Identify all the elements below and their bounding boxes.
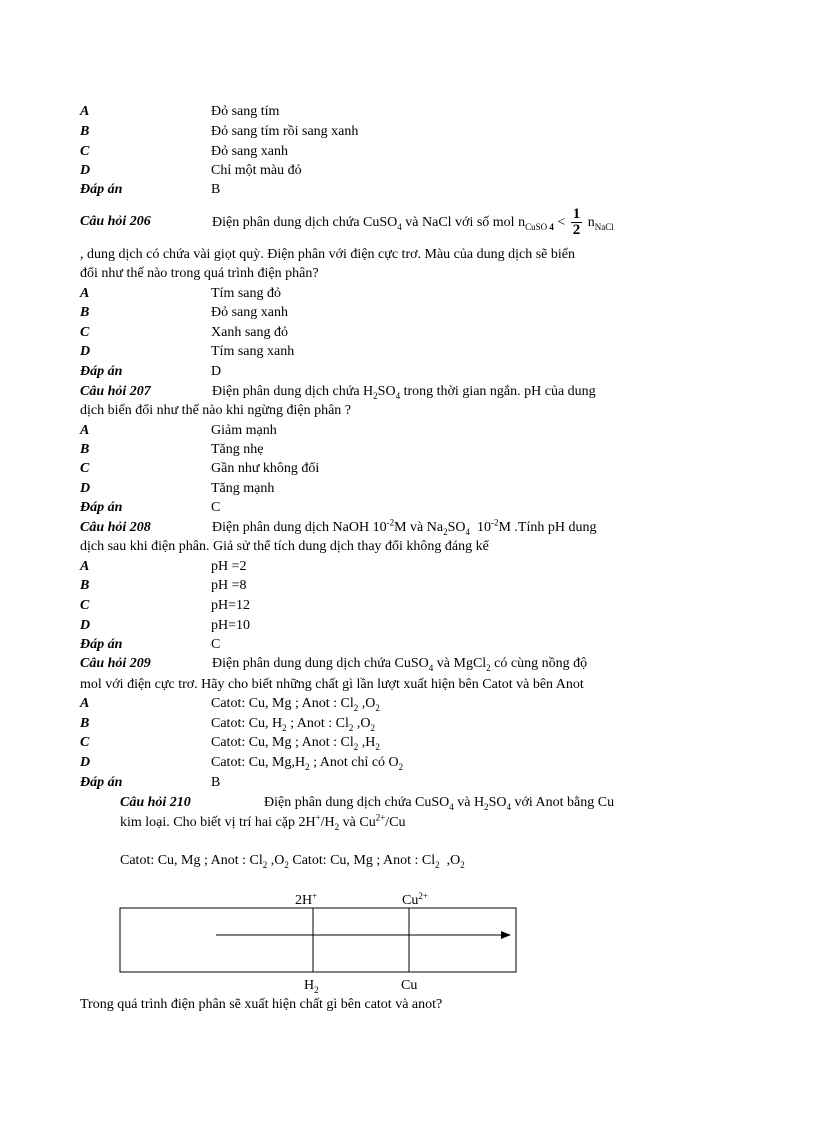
answer-label: Đáp án — [80, 775, 123, 790]
label-cu-2plus: $Cu^{2+}$ — [402, 891, 428, 908]
option-text-d: pH=10 — [211, 618, 251, 633]
option-label-a: A — [80, 104, 90, 119]
option-label-b: B — [80, 442, 90, 457]
option-text-a: Catot: Cu, Mg ; Anot : $Cl_2$ $,O_2$ — [211, 696, 380, 713]
option-text-b: Catot: Cu, $H_2$ ; Anot : $Cl_2$ $,O_2$ — [211, 716, 376, 733]
label-2h-plus: 2H+ — [295, 891, 318, 908]
question-title-209: Câu hỏi 209 — [80, 656, 151, 671]
label-h2: $H_2$ — [304, 978, 319, 995]
answer-value: D — [211, 364, 222, 379]
option-label-c: C — [80, 735, 90, 750]
question-title-207: Câu hỏi 207 — [80, 384, 151, 399]
option-label-b: B — [80, 578, 90, 593]
question-text-207-line2: dịch biến đổi như thế nào khi ngừng điện phân ? — [80, 403, 352, 418]
question-text-206-line1: Điện phân dung dịch chứa CuSO$_4$ và NaCl với số mol $n_{CuSO 4}$ < $\frac{1}{2}$ $n_{NaCl}$ — [212, 206, 614, 239]
option-label-d: D — [80, 618, 91, 633]
question-text-206-line3: đổi như thế nào trong quá trình điện phân? — [80, 266, 319, 281]
option-text-c: Đỏ sang xanh — [211, 144, 288, 159]
option-label-a: A — [80, 696, 90, 711]
option-label-c: C — [80, 325, 90, 340]
option-text-c: Gần như không đổi — [211, 461, 320, 476]
option-label-a: A — [80, 559, 90, 574]
option-label-c: C — [80, 144, 90, 159]
fraction: $\frac{1}{2}$ — [572, 206, 581, 239]
question-text-210-line1: Điện phân dung dịch chứa CuSO$_4$ và $H_2SO_4$ với Anot bằng Cu — [264, 795, 615, 812]
answer-value: B — [211, 182, 221, 197]
option-label-b: B — [80, 305, 90, 320]
option-label-b: B — [80, 716, 90, 731]
question-text-210-line2: kim loại. Cho biết vị trí hai cặp $2H^+/H_2$ và $Cu^{2+}/Cu$ — [120, 812, 406, 832]
option-text-b: Đỏ sang xanh — [211, 305, 288, 320]
option-label-b: B — [80, 124, 90, 139]
option-label-d: D — [80, 481, 91, 496]
question-title-208: Câu hỏi 208 — [80, 520, 151, 535]
question-text-209-line1: Điện phân dung dung dịch chứa CuSO$_4$ và MgCl$_2$ có cùng nồng độ — [212, 656, 588, 673]
question-text-208-line2: dịch sau khi điện phân. Giả sử thể tích dung dịch thay đổi không đáng kể — [80, 539, 489, 554]
answer-label: Đáp án — [80, 364, 123, 379]
option-label-c: C — [80, 461, 90, 476]
label-cu: Cu — [401, 978, 418, 993]
option-text-b: Tăng nhẹ — [211, 442, 264, 457]
question-title-206: Câu hỏi 206 — [80, 214, 151, 229]
option-text-d: Catot: Cu, $Mg,H_2$ ; Anot chỉ có $O_2$ — [211, 755, 404, 772]
final-question: Trong quá trình điện phân sẽ xuất hiện chất gì bên catot và anot? — [80, 997, 443, 1012]
option-text-d: Tăng mạnh — [211, 481, 275, 496]
question-text-209-line2: mol với điện cực trơ. Hãy cho biết những chất gì lần lượt xuất hiện bên Catot và bên Anot — [80, 677, 584, 692]
question-text-210-line3: Catot: Cu, Mg ; Anot : $Cl_2$ $,O_2$ Catot: Cu, Mg ; Anot : $Cl_2$ $,O_2$ — [120, 853, 465, 870]
question-text-207-line1: Điện phân dung dịch chứa $H_2SO_4$ trong thời gian ngắn. pH của dung — [212, 384, 596, 401]
diagram-box — [120, 908, 516, 972]
option-text-c: Catot: Cu, Mg ; Anot : $Cl_2$ $,H_2$ — [211, 735, 380, 752]
option-text-a: Giảm mạnh — [211, 423, 277, 438]
arrowhead-icon — [501, 931, 511, 939]
option-label-d: D — [80, 163, 91, 178]
option-label-a: A — [80, 423, 90, 438]
question-text-206-line2: , dung dịch có chứa vài giọt quỳ. Điện phân với điện cực trơ. Màu của dung dịch sẽ biến — [80, 247, 575, 262]
answer-label: Đáp án — [80, 182, 123, 197]
question-title-210: Câu hỏi 210 — [120, 795, 191, 810]
answer-label: Đáp án — [80, 637, 123, 652]
option-label-c: C — [80, 598, 90, 613]
option-text-a: Tím sang đỏ — [211, 286, 281, 301]
option-text-c: pH=12 — [211, 598, 251, 613]
option-label-a: A — [80, 286, 90, 301]
option-text-d: Chỉ một màu đỏ — [211, 163, 302, 178]
answer-value: B — [211, 775, 221, 790]
option-text-a: pH =2 — [211, 559, 247, 574]
answer-label: Đáp án — [80, 500, 123, 515]
option-text-b: Đỏ sang tím rồi sang xanh — [211, 124, 359, 139]
option-label-d: D — [80, 344, 91, 359]
option-text-a: Đỏ sang tím — [211, 104, 280, 119]
answer-value: C — [211, 637, 221, 652]
option-text-c: Xanh sang đỏ — [211, 325, 288, 340]
option-label-d: D — [80, 755, 91, 770]
question-text-208-line1: Điện phân dung dịch NaOH $10^{-2}M$ và $Na_2SO_4$ $10^{-2}M$ .Tính pH dung — [212, 517, 597, 537]
option-text-d: Tím sang xanh — [211, 344, 295, 359]
answer-value: C — [211, 500, 221, 515]
option-text-b: pH =8 — [211, 578, 247, 593]
